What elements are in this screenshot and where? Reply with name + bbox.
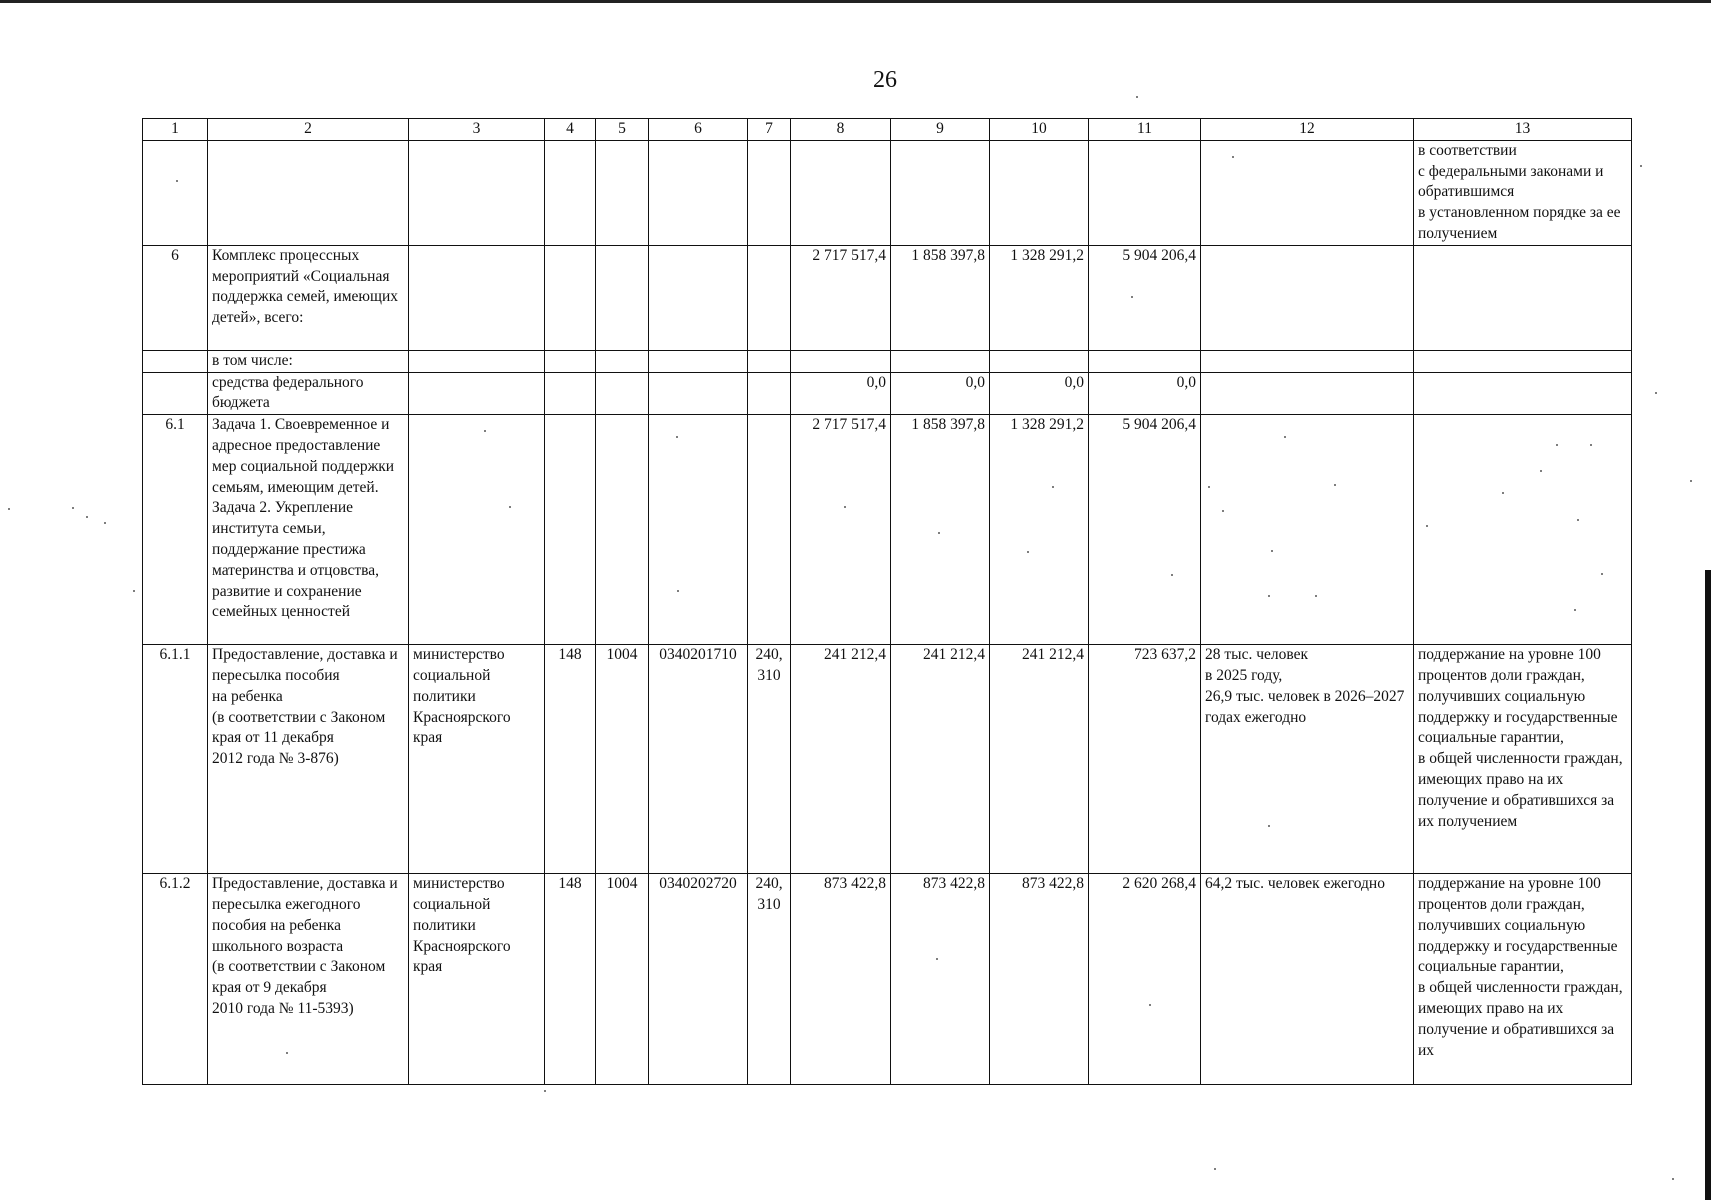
column-number: 4 bbox=[545, 119, 596, 141]
amount-2027: 0,0 bbox=[990, 372, 1089, 415]
scan-speck bbox=[1284, 436, 1286, 438]
csr-code bbox=[649, 140, 748, 245]
scan-speck bbox=[1222, 510, 1224, 512]
page-number: 26 bbox=[873, 67, 897, 93]
rzpr-code bbox=[596, 140, 649, 245]
executor-name bbox=[409, 140, 545, 245]
executor-name bbox=[409, 415, 545, 645]
amount-2027: 241 212,4 bbox=[990, 645, 1089, 874]
indicator-text bbox=[1414, 372, 1632, 415]
executor-name bbox=[409, 245, 545, 350]
indicator-text: в соответствии с федеральными законами и обратившимся в установленном порядке за ее получением bbox=[1414, 140, 1632, 245]
vr-code: 240, 310 bbox=[748, 645, 791, 874]
scan-speck bbox=[1315, 595, 1317, 597]
expected-result bbox=[1201, 350, 1414, 372]
scan-speck bbox=[936, 958, 938, 960]
indicator-text: поддержание на уровне 100 процентов доли граждан, получивших социальную поддержку и государственные социальные гарантии, в общей численности граждан, имеющих право на их получение и обратившихся за их получением bbox=[1414, 645, 1632, 874]
table-row bbox=[143, 372, 1632, 415]
scan-speck bbox=[509, 506, 511, 508]
expected-result bbox=[1201, 372, 1414, 415]
column-number: 12 bbox=[1201, 119, 1414, 141]
scan-speck bbox=[1640, 165, 1642, 167]
scan-speck bbox=[938, 532, 940, 534]
row-number bbox=[143, 140, 208, 245]
row-number bbox=[143, 350, 208, 372]
amount-2026: 241 212,4 bbox=[891, 645, 990, 874]
table-row bbox=[143, 645, 1632, 874]
item-name: Предоставление, доставка и пересылка пособия на ребенка (в соответствии с Законом края от 11 декабря 2012 года № 3-876) bbox=[208, 645, 409, 874]
scan-speck bbox=[1690, 480, 1692, 482]
scan-speck bbox=[844, 506, 846, 508]
column-number: 11 bbox=[1089, 119, 1201, 141]
column-number: 7 bbox=[748, 119, 791, 141]
item-name: в том числе: bbox=[208, 350, 409, 372]
csr-code: 0340202720 bbox=[649, 874, 748, 1085]
executor-name bbox=[409, 350, 545, 372]
scan-speck bbox=[1334, 484, 1336, 486]
amount-2026: 873 422,8 bbox=[891, 874, 990, 1085]
scan-speck bbox=[1556, 444, 1558, 446]
scan-speck bbox=[1268, 595, 1270, 597]
amount-2027 bbox=[990, 350, 1089, 372]
rzpr-code bbox=[596, 245, 649, 350]
scan-speck bbox=[1577, 519, 1579, 521]
amount-total: 2 620 268,4 bbox=[1089, 874, 1201, 1085]
grbs-code: 148 bbox=[545, 874, 596, 1085]
scan-speck bbox=[1131, 296, 1133, 298]
row-number: 6.1 bbox=[143, 415, 208, 645]
item-name: Предоставление, доставка и пересылка ежегодного пособия на ребенка школьного возраста (в соответствии с Законом края от 9 декабря 2010 года № 11-5393) bbox=[208, 874, 409, 1085]
column-number: 13 bbox=[1414, 119, 1632, 141]
scan-speck bbox=[1149, 1004, 1151, 1006]
indicator-text bbox=[1414, 415, 1632, 645]
vr-code bbox=[748, 372, 791, 415]
scan-top-edge bbox=[0, 0, 1711, 3]
amount-2026: 0,0 bbox=[891, 372, 990, 415]
amount-2026 bbox=[891, 140, 990, 245]
scan-speck bbox=[286, 1052, 288, 1054]
scan-speck bbox=[8, 508, 10, 510]
column-number: 6 bbox=[649, 119, 748, 141]
amount-total bbox=[1089, 140, 1201, 245]
amount-2025 bbox=[791, 350, 891, 372]
scan-speck bbox=[677, 590, 679, 592]
grbs-code bbox=[545, 140, 596, 245]
amount-2025: 2 717 517,4 bbox=[791, 415, 891, 645]
rzpr-code: 1004 bbox=[596, 645, 649, 874]
item-name: Задача 1. Своевременное и адресное предоставление мер социальной поддержки семьям, имеющим детей. Задача 2. Укрепление института семьи, поддержание престижа материнства и отцовства, развитие и сохранение семейных ценностей bbox=[208, 415, 409, 645]
scan-speck bbox=[86, 516, 88, 518]
scan-speck bbox=[1590, 444, 1592, 446]
amount-2027: 1 328 291,2 bbox=[990, 415, 1089, 645]
vr-code bbox=[748, 245, 791, 350]
amount-2027: 873 422,8 bbox=[990, 874, 1089, 1085]
scan-speck bbox=[1672, 1178, 1674, 1180]
scan-speck bbox=[1214, 1168, 1216, 1170]
scan-speck bbox=[1601, 573, 1603, 575]
scan-speck bbox=[1171, 574, 1173, 576]
csr-code: 0340201710 bbox=[649, 645, 748, 874]
grbs-code: 148 bbox=[545, 645, 596, 874]
vr-code bbox=[748, 415, 791, 645]
column-number: 3 bbox=[409, 119, 545, 141]
vr-code bbox=[748, 350, 791, 372]
grbs-code bbox=[545, 245, 596, 350]
amount-2025: 873 422,8 bbox=[791, 874, 891, 1085]
scan-speck bbox=[1655, 392, 1657, 394]
amount-2027 bbox=[990, 140, 1089, 245]
table-row bbox=[143, 245, 1632, 350]
scan-speck bbox=[544, 1090, 546, 1092]
column-number-row bbox=[143, 119, 1632, 141]
expected-result: 64,2 тыс. человек ежегодно bbox=[1201, 874, 1414, 1085]
csr-code bbox=[649, 245, 748, 350]
grbs-code bbox=[545, 350, 596, 372]
executor-name: министерство социальной политики Красноярского края bbox=[409, 645, 545, 874]
column-number: 10 bbox=[990, 119, 1089, 141]
scan-speck bbox=[1268, 825, 1270, 827]
rzpr-code: 1004 bbox=[596, 874, 649, 1085]
column-number: 1 bbox=[143, 119, 208, 141]
indicator-text bbox=[1414, 350, 1632, 372]
scan-speck bbox=[1027, 551, 1029, 553]
grbs-code bbox=[545, 415, 596, 645]
grbs-code bbox=[545, 372, 596, 415]
item-name bbox=[208, 140, 409, 245]
scan-speck bbox=[176, 180, 178, 182]
row-number: 6.1.1 bbox=[143, 645, 208, 874]
csr-code bbox=[649, 350, 748, 372]
amount-total bbox=[1089, 350, 1201, 372]
rzpr-code bbox=[596, 372, 649, 415]
column-number: 2 bbox=[208, 119, 409, 141]
table-row bbox=[143, 415, 1632, 645]
amount-2026 bbox=[891, 350, 990, 372]
scan-speck bbox=[133, 590, 135, 592]
scan-speck bbox=[72, 507, 74, 509]
vr-code: 240, 310 bbox=[748, 874, 791, 1085]
rzpr-code bbox=[596, 350, 649, 372]
scan-right-edge bbox=[1705, 570, 1711, 1200]
amount-2025: 0,0 bbox=[791, 372, 891, 415]
table-row bbox=[143, 140, 1632, 245]
amount-2026: 1 858 397,8 bbox=[891, 415, 990, 645]
executor-name: министерство социальной политики Красноярского края bbox=[409, 874, 545, 1085]
amount-total: 5 904 206,4 bbox=[1089, 415, 1201, 645]
scan-speck bbox=[1426, 525, 1428, 527]
indicator-text: поддержание на уровне 100 процентов доли граждан, получивших социальную поддержку и государственные социальные гарантии, в общей численности граждан, имеющих право на их получение и обратившихся за их bbox=[1414, 874, 1632, 1085]
amount-2025: 241 212,4 bbox=[791, 645, 891, 874]
rzpr-code bbox=[596, 415, 649, 645]
amount-total: 0,0 bbox=[1089, 372, 1201, 415]
expected-result bbox=[1201, 245, 1414, 350]
scan-speck bbox=[104, 522, 106, 524]
scan-speck bbox=[1574, 609, 1576, 611]
amount-2027: 1 328 291,2 bbox=[990, 245, 1089, 350]
scan-speck bbox=[484, 430, 486, 432]
amount-2026: 1 858 397,8 bbox=[891, 245, 990, 350]
column-number: 9 bbox=[891, 119, 990, 141]
scan-speck bbox=[1208, 486, 1210, 488]
csr-code bbox=[649, 372, 748, 415]
csr-code bbox=[649, 415, 748, 645]
table-row bbox=[143, 874, 1632, 1085]
amount-total: 723 637,2 bbox=[1089, 645, 1201, 874]
scan-speck bbox=[1271, 550, 1273, 552]
scan-speck bbox=[1540, 470, 1542, 472]
column-number: 5 bbox=[596, 119, 649, 141]
item-name: Комплекс процессных мероприятий «Социальная поддержка семей, имеющих детей», всего: bbox=[208, 245, 409, 350]
column-number: 8 bbox=[791, 119, 891, 141]
amount-2025: 2 717 517,4 bbox=[791, 245, 891, 350]
expected-result: 28 тыс. человек в 2025 году, 26,9 тыс. человек в 2026–2027 годах ежегодно bbox=[1201, 645, 1414, 874]
row-number bbox=[143, 372, 208, 415]
item-name: средства федерального бюджета bbox=[208, 372, 409, 415]
row-number: 6.1.2 bbox=[143, 874, 208, 1085]
scan-speck bbox=[1502, 492, 1504, 494]
budget-table bbox=[142, 118, 1632, 1085]
scan-speck bbox=[1136, 96, 1138, 98]
scan-speck bbox=[676, 436, 678, 438]
indicator-text bbox=[1414, 245, 1632, 350]
amount-2025 bbox=[791, 140, 891, 245]
vr-code bbox=[748, 140, 791, 245]
amount-total: 5 904 206,4 bbox=[1089, 245, 1201, 350]
scan-speck bbox=[1052, 486, 1054, 488]
expected-result bbox=[1201, 415, 1414, 645]
table-row bbox=[143, 350, 1632, 372]
executor-name bbox=[409, 372, 545, 415]
scan-speck bbox=[1232, 156, 1234, 158]
row-number: 6 bbox=[143, 245, 208, 350]
